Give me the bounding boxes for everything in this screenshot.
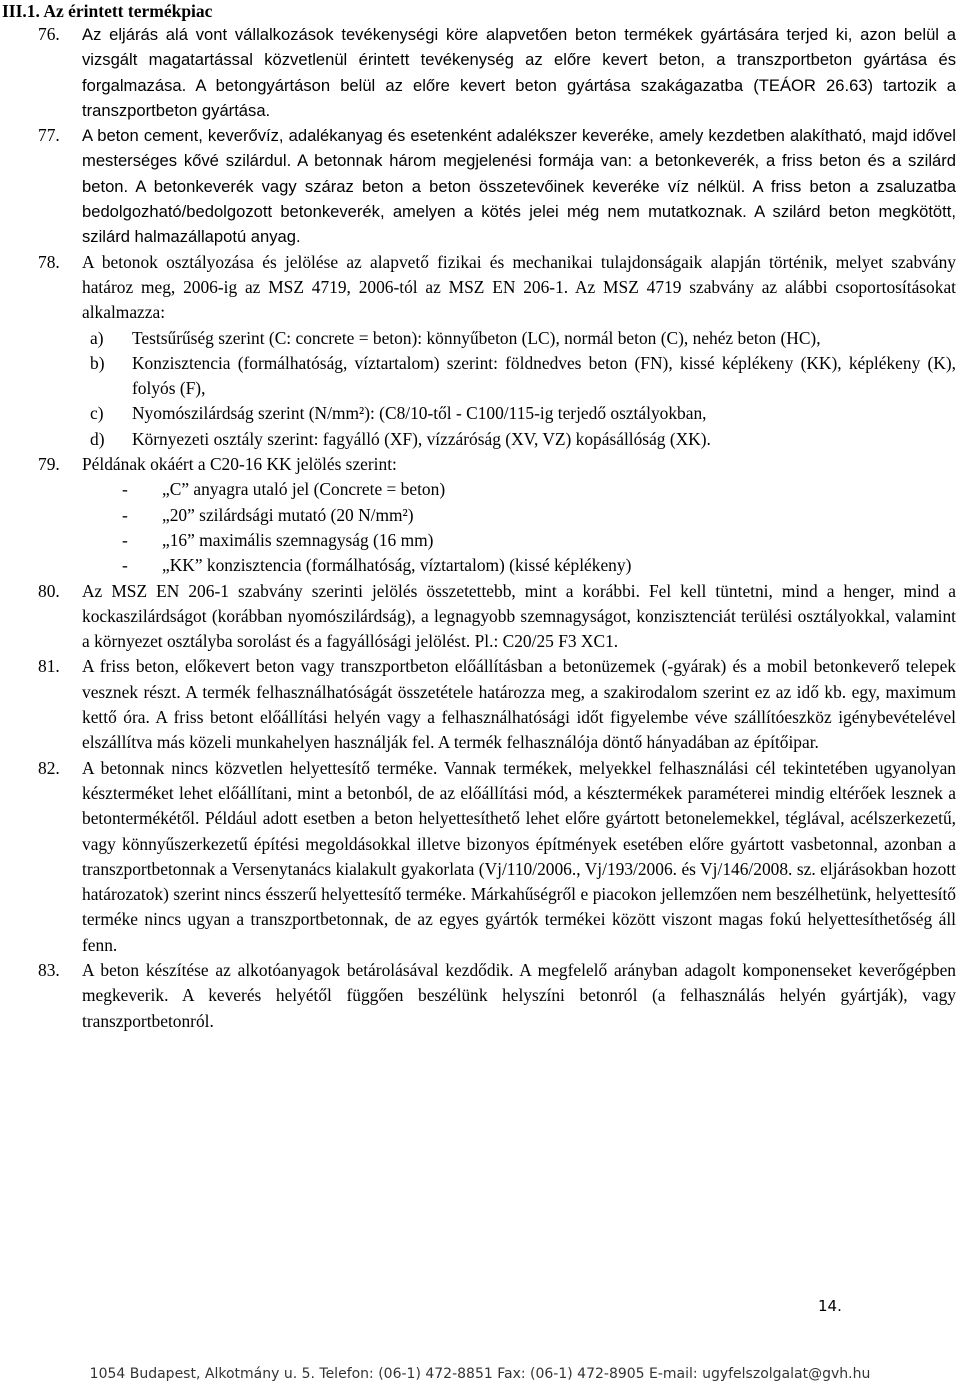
- paragraph-number: 77.: [38, 125, 60, 146]
- list-item-text: Nyomószilárdság szerint (N/mm²): (C8/10-től - C100/115-ig terjedő osztályokban,: [132, 403, 707, 424]
- list-item: [38, 553, 956, 578]
- list-marker: -: [122, 504, 128, 525]
- list-marker: b): [90, 352, 105, 373]
- list-item-text: „16” maximális szemnagyság (16 mm): [162, 529, 434, 550]
- list-item-text: „C” anyagra utaló jel (Concrete = beton): [162, 479, 446, 500]
- paragraph-number: 76.: [38, 24, 60, 44]
- list-item-text: Környezeti osztály szerint: fagyálló (XF), vízzáróság (XV, VZ) kopásállóság (XK).: [132, 428, 711, 449]
- classification-list: [38, 326, 956, 452]
- list-marker: -: [122, 479, 128, 500]
- list-item-text: Konzisztencia (formálhatóság, víztartalom) szerint: földnedves beton (FN), kissé képlékeny (KK), képlékeny (K), folyós (F),: [132, 352, 956, 399]
- list-marker: c): [90, 403, 104, 424]
- paragraph-text: A beton készítése az alkotóanyagok betárolásával kezdődik. A megfelelő arányban adagolt komponenseket keverőgépben megkeverik. A keverés helyétől függően beszélünk helyszíni betonról (a felhasználás helyén gyártják), vagy transzportbetonról.: [82, 959, 956, 1031]
- paragraph-81: [38, 654, 956, 755]
- list-item-text: „KK” konzisztencia (formálhatóság, víztartalom) (kissé képlékeny): [162, 555, 632, 576]
- list-item: [38, 326, 956, 351]
- page-number: 14.: [818, 1297, 842, 1315]
- paragraph-76: [38, 22, 956, 123]
- list-item: [38, 351, 956, 402]
- paragraph-text: A betonnak nincs közvetlen helyettesítő terméke. Vannak termékek, melyekkel felhasználási cél tekintetében ugyanolyan készterméket lehet előállítani, mint a betonból, de az előállítási mód, a késztermékek paraméterei mindig eltérőek lesznek a betontermékétől. Például adott esetben a beton helyettesíthető lehet előre gyártott betonelemekkel, téglával, acélszerkezetű, vagy könnyűszerkezetű építési megoldásokkal illetve bizonyos építmények esetében előre gyártott vasbetonnal, azonban a transzportbetonnak a Versenytanács kialakult gyakorlata (Vj/110/2006., Vj/193/2006. és Vj/146/2008. sz. eljárásokban hozott határozatok) szerint nincs ésszerű helyettesítő terméke. Márkahűségről e piacokon jellemzően nem beszélhetünk, helyettesítő terméke nincs ugyan a transzportbetonnak, de az egyes gyártók termékei között viszont magas fokú helyettesíthetőség áll fenn.: [82, 757, 956, 955]
- list-marker: d): [90, 428, 105, 449]
- list-item: [38, 427, 956, 452]
- paragraph-text: A beton cement, keverővíz, adalékanyag és esetenként adalékszer keveréke, amely kezdetben alakítható, majd idővel mesterséges kővé szilárdul. A betonnak három megjelenési formája van: a betonkeverék, a friss beton és a szilárd beton. A betonkeverék vagy száraz beton a beton összetevőinek keveréke víz nélkül. A friss beton a zsaluzatba bedolgozható/bedolgozott betonkeverék, amelyen a kötés jelei még nem mutatkoznak. A szilárd beton megkötött, szilárd halmazállapotú anyag.: [82, 126, 956, 247]
- paragraph-text: Az eljárás alá vont vállalkozások tevékenységi köre alapvetően beton termékek gyártására terjed ki, azon belül a vizsgált magatartással közvetlenül érintett tevékenység az előre kevert beton, a transzportbeton gyártása és forgalmazása. A betongyártáson belül az előre kevert beton gyártása szakágazatba (TEÁOR 26.63) tartozik a transzportbeton gyártása.: [82, 25, 956, 120]
- paragraph-text: A betonok osztályozása és jelölése az alapvető fizikai és mechanikai tulajdonságaik alapján történik, melyet szabvány határoz meg, 2006-ig az MSZ 4719, 2006-tól az MSZ EN 206-1. Az MSZ 4719 szabvány az alábbi csoportosításokat alkalmazza:: [82, 251, 956, 323]
- marking-example-list: [38, 477, 956, 578]
- list-item-text: Testsűrűség szerint (C: concrete = beton): könnyűbeton (LC), normál beton (C), nehéz beton (HC),: [132, 327, 821, 348]
- paragraph-79: [38, 452, 956, 477]
- list-item: [38, 401, 956, 426]
- list-item-text: „20” szilárdsági mutató (20 N/mm²): [162, 504, 414, 525]
- paragraph-number: 82.: [38, 757, 60, 778]
- list-item: [38, 503, 956, 528]
- paragraph-text: Példának okáért a C20-16 KK jelölés szerint:: [82, 454, 397, 475]
- paragraph-83: [38, 958, 956, 1034]
- paragraph-77: [38, 123, 956, 249]
- body-text: [38, 22, 956, 1034]
- list-item: [38, 528, 956, 553]
- paragraph-number: 79.: [38, 454, 60, 475]
- paragraph-number: 78.: [38, 251, 60, 272]
- list-marker: -: [122, 555, 128, 576]
- paragraph-78: [38, 250, 956, 326]
- section-heading: III.1. Az érintett termékpiac: [2, 1, 213, 21]
- paragraph-82: [38, 756, 956, 958]
- paragraph-text: Az MSZ EN 206-1 szabvány szerinti jelölés összetettebb, mint a korábbi. Fel kell tüntetni, mind a henger, mind a kockaszilárdságot (korábban nyomószilárdság), a legnagyobb szemnagyságot, konzisztenciát terülési osztályokkal, valamint a környezet osztályba sorolást és a fagyállósági jelölést. Pl.: C20/25 F3 XC1.: [82, 580, 956, 652]
- list-marker: -: [122, 529, 128, 550]
- paragraph-80: [38, 579, 956, 655]
- list-item: [38, 477, 956, 502]
- list-marker: a): [90, 327, 104, 348]
- paragraph-text: A friss beton, előkevert beton vagy transzportbeton előállításban a betonüzemek (-gyárak) és a mobil betonkeverő telepek vesznek részt. A termék felhasználhatóságát összetétele határozza meg, a szakirodalom szerint ez az idő kb. egy, maximum kettő óra. A friss betont előállítási helyén vagy a felhasználhatósági időt figyelembe véve szállítóeszköz igénybevételével elszállítva más közeli munkahelyen használják fel. A termék felhasználója döntő hányadában az építőipar.: [82, 656, 956, 753]
- paragraph-number: 81.: [38, 656, 60, 677]
- page-footer: 1054 Budapest, Alkotmány u. 5. Telefon: (06-1) 472-8851 Fax: (06-1) 472-8905 E-mail: ugyfelszolgalat@gvh.hu: [89, 1366, 871, 1382]
- paragraph-number: 80.: [38, 580, 60, 601]
- paragraph-number: 83.: [38, 959, 60, 980]
